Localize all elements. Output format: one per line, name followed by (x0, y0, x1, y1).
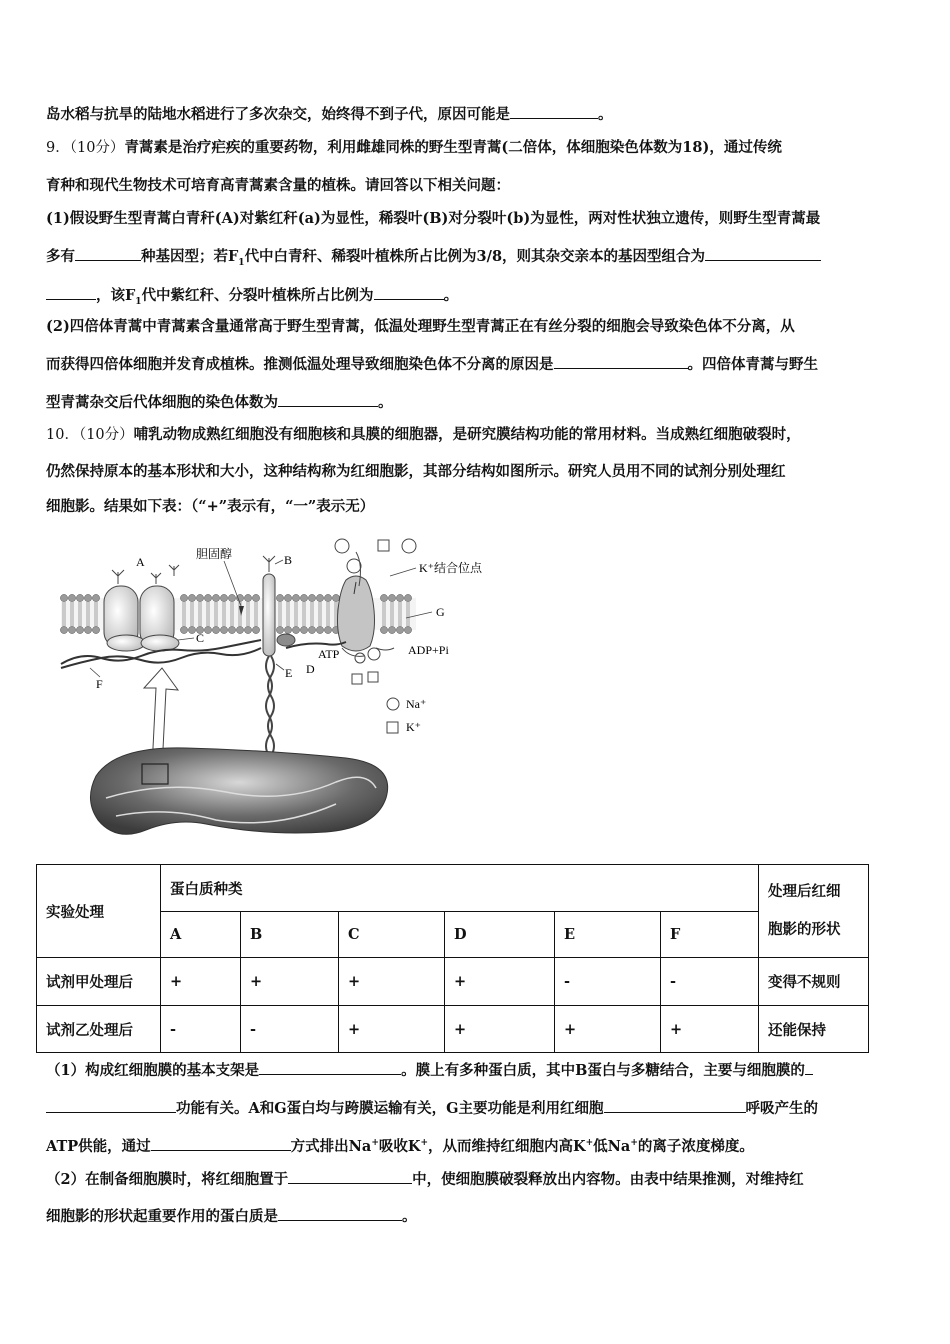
atp-label: ATP (318, 647, 340, 661)
cell-protein-d: + (445, 1006, 555, 1053)
answer-blank[interactable] (46, 1097, 176, 1113)
protein-header-e: E (555, 912, 661, 958)
protein-header-c: C (339, 912, 445, 958)
q10-line-1: 10．（10分）哺乳动物成熟红细胞没有细胞核和具膜的细胞器，是研究膜结构功能的常用材料。当成熟红细胞破裂时， (46, 426, 801, 443)
results-table (36, 864, 869, 1053)
red-cell-ghost-membrane-diagram (56, 536, 516, 846)
q9-line-7: 而获得四倍体细胞并发育成植株。推测低温处理导致细胞染色体不分离的原因是 。四倍体青蒿与野生 (46, 353, 818, 375)
q10-number: 10．（10分） (46, 427, 134, 443)
answer-blank[interactable] (604, 1097, 746, 1113)
adp-pi-label: ADP+Pi (408, 643, 449, 657)
q8-tail-text: 岛水稻与抗旱的陆地水稻进行了多次杂交，始终得不到子代，原因可能是 (46, 106, 510, 123)
cell-protein-f: + (661, 1006, 759, 1053)
legend (387, 697, 426, 734)
k-binding-site-label: K⁺结合位点 (419, 561, 483, 575)
answer-blank[interactable] (259, 1059, 401, 1075)
legend-k-label: K⁺ (406, 720, 421, 734)
table-row (37, 1006, 869, 1053)
cholesterol-label: 胆固醇 (196, 547, 233, 561)
label-G: G (436, 605, 445, 619)
protein-header-f: F (661, 912, 759, 958)
protein-header-a: A (161, 912, 241, 958)
cell-protein-e: - (555, 958, 661, 1006)
legend-na-label: Na⁺ (406, 697, 427, 711)
table-row (37, 958, 869, 1006)
label-A: A (136, 555, 145, 569)
answer-blank[interactable] (705, 245, 821, 261)
answer-blank[interactable] (46, 284, 96, 300)
q9-line-1: 9．（10分）青蒿素是治疗疟疾的重要药物，利用雌雄同株的野生型青蒿(二倍体，体细胞染色体数为18)，通过传统 (46, 139, 782, 156)
label-E: E (285, 666, 293, 680)
cell-protein-a: - (161, 1006, 241, 1053)
answer-blank[interactable] (278, 391, 378, 407)
row-shape-result: 变得不规则 (759, 958, 869, 1006)
q10-part2-line-1: （2）在制备细胞膜时，将红细胞置于 中，使细胞膜破裂释放出内容物。由表中结果推测，对维持红 (46, 1168, 804, 1190)
label-D: D (306, 662, 315, 676)
q9-line-5: ，该$F_1$代中紫红秆、分裂叶植株所占比例为 。 (46, 284, 458, 312)
header-protein-types: 蛋白质种类 (161, 865, 759, 912)
label-F: F (96, 677, 103, 691)
q8-tail-line: 岛水稻与抗旱的陆地水稻进行了多次杂交，始终得不到子代，原因可能是 。 (46, 103, 613, 125)
answer-blank[interactable] (510, 103, 598, 119)
cell-protein-f: - (661, 958, 759, 1006)
red-cell-ghost (90, 748, 387, 834)
q10-part2-line-2: 细胞影的形状起重要作用的蛋白质是 。 (46, 1205, 417, 1227)
cell-protein-b: - (241, 1006, 339, 1053)
row-treatment-name: 试剂甲处理后 (37, 958, 161, 1006)
row-shape-result: 还能保持 (759, 1006, 869, 1053)
answer-blank[interactable] (554, 353, 688, 369)
label-B: B (284, 553, 293, 567)
protein-B (263, 556, 275, 756)
q9-line-8: 型青蒿杂交后代体细胞的染色体数为 。 (46, 391, 393, 413)
header-treatment: 实验处理 (37, 865, 161, 958)
cell-protein-b: + (241, 958, 339, 1006)
q10-line-3: 细胞影。结果如下表：（“+”表示有，“一”表示无） (46, 498, 375, 515)
answer-blank[interactable] (151, 1135, 291, 1151)
cell-protein-c: + (339, 958, 445, 1006)
answer-blank[interactable] (278, 1205, 402, 1221)
cell-protein-e: + (555, 1006, 661, 1053)
answer-blank[interactable] (805, 1059, 813, 1075)
q10-part1-line-2: 功能有关。A和G蛋白均与跨膜运输有关，G主要功能是利用红细胞 呼吸产生的 (46, 1097, 818, 1119)
q9-number: 9．（10分） (46, 140, 125, 156)
protein-header-row (37, 912, 869, 958)
q10-part1-line-1: （1）构成红细胞膜的基本支架是 。膜上有多种蛋白质，其中B蛋白与多糖结合，主要与细胞膜的 (46, 1059, 813, 1081)
q9-line-4: 多有 种基因型；若$F_1$代中白青秆、稀裂叶植株所占比例为3/8，则其杂交亲本的基因型组合为 (46, 245, 821, 273)
cell-protein-d: + (445, 958, 555, 1006)
protein-header-b: B (241, 912, 339, 958)
answer-blank[interactable] (288, 1168, 412, 1184)
cell-protein-c: + (339, 1006, 445, 1053)
q10-part1-line-3: ATP供能，通过 方式排出Na+吸收K+，从而维持红细胞内高K+低Na+的离子浓度梯度。 (46, 1133, 754, 1157)
answer-blank[interactable] (374, 284, 444, 300)
row-treatment-name: 试剂乙处理后 (37, 1006, 161, 1053)
header-shape: 处理后红细 胞影的形状 (759, 865, 869, 958)
q9-line-3: (1)假设野生型青蒿白青秆(A)对紫红秆(a)为显性，稀裂叶(B)对分裂叶(b)为显性，两对性状独立遗传，则野生型青蒿最 (46, 210, 821, 227)
protein-header-d: D (445, 912, 555, 958)
q9-line-6: (2)四倍体青蒿中青蒿素含量通常高于野生型青蒿，低温处理野生型青蒿正在有丝分裂的细胞会导致染色体不分离，从 (46, 318, 795, 335)
label-C: C (196, 631, 205, 645)
protein-D (277, 634, 295, 646)
answer-blank[interactable] (75, 245, 141, 261)
q9-line-2: 育种和现代生物技术可培育高青蒿素含量的植株。请回答以下相关问题： (46, 177, 510, 194)
q10-line-2: 仍然保持原本的基本形状和大小，这种结构称为红细胞影，其部分结构如图所示。研究人员用不同的试剂分别处理红 (46, 463, 786, 480)
cell-protein-a: + (161, 958, 241, 1006)
